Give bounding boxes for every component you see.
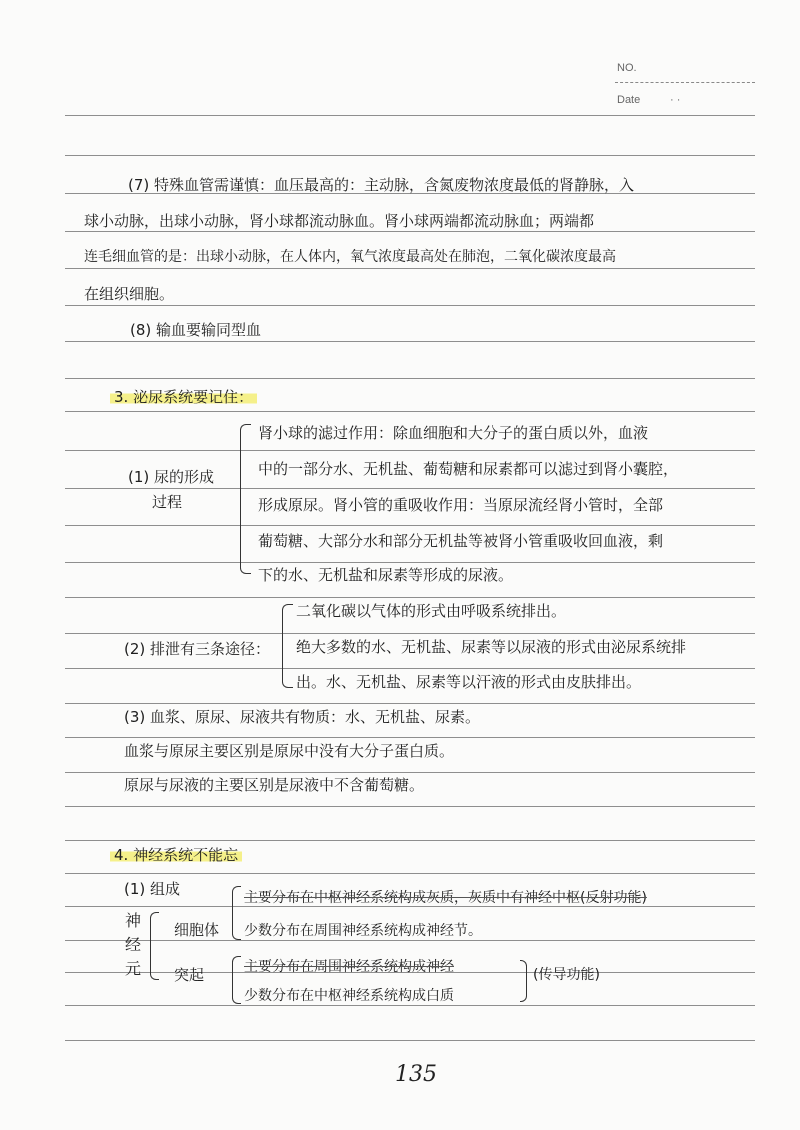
process-brace <box>232 956 241 1004</box>
item3-line1: (3) 血浆、原尿、尿液共有物质：水、无机盐、尿素。 <box>124 708 481 726</box>
p8-line: (8) 输血要输同型血 <box>130 321 262 339</box>
item1-line5: 下的水、无机盐和尿素等形成的尿液。 <box>258 566 514 584</box>
p7-line4: 在组织细胞。 <box>84 285 175 303</box>
cell-body-line1-text: 主要分布在中枢神经系统构成灰质，灰质中有神经中枢(反射功能) <box>244 890 647 906</box>
process-label: 突起 <box>174 966 205 984</box>
p7-line3: 连毛细血管的是：出球小动脉，在人体内，氧气浓度最高处在肺泡，二氧化碳浓度最高 <box>84 249 616 265</box>
item2-line1: 二氧化碳以气体的形式由呼吸系统排出。 <box>296 602 567 620</box>
item2-label: (2) 排泄有三条途径： <box>124 640 271 658</box>
page-number: 135 <box>395 1062 437 1087</box>
neuron-char-1: 神 <box>124 911 141 930</box>
item3-line3: 原尿与尿液的主要区别是尿液中不含葡萄糖。 <box>124 776 425 794</box>
date-label: Date <box>617 94 641 106</box>
section3-heading <box>110 388 257 406</box>
cell-body-label: 细胞体 <box>174 921 220 939</box>
neuron-char-2: 经 <box>124 935 141 954</box>
neuron-brace <box>150 912 159 980</box>
cell-body-line1 <box>244 889 647 907</box>
item1-line2: 中的一部分水、无机盐、葡萄糖和尿素都可以滤过到肾小囊腔， <box>258 460 679 478</box>
process-right-brace <box>520 960 527 1002</box>
composition-label: (1) 组成 <box>124 880 181 898</box>
no-dotted-line <box>615 82 755 83</box>
section3-heading-text: 3. 泌尿系统要记住： <box>110 388 257 406</box>
item2-line3: 出。水、无机盐、尿素等以汗液的形式由皮肤排出。 <box>296 673 642 691</box>
item1-line3: 形成原尿。肾小管的重吸收作用：当原尿流经肾小管时，全部 <box>258 496 664 514</box>
item1-line4: 葡萄糖、大部分水和部分无机盐等被肾小管重吸收回血液，剩 <box>258 532 664 550</box>
cell-body-brace <box>232 886 241 940</box>
item2-line2: 绝大多数的水、无机盐、尿素等以尿液的形式由泌尿系统排 <box>296 638 687 656</box>
process-line2: 少数分布在中枢神经系统构成白质 <box>244 988 454 1004</box>
p7-line2: 球小动脉，出球小动脉，肾小球都流动脉血。肾小球两端都流动脉血；两端都 <box>84 212 595 230</box>
item1-line1: 肾小球的滤过作用：除血细胞和大分子的蛋白质以外，血液 <box>258 424 649 442</box>
neuron-char-3: 元 <box>124 959 141 978</box>
item1-brace <box>240 424 251 574</box>
date-dots: · · <box>670 94 681 106</box>
process-line1 <box>244 958 454 976</box>
section4-heading <box>110 846 242 864</box>
item1-label-b: 过程 <box>152 493 183 511</box>
cell-body-line2: 少数分布在周围神经系统构成神经节。 <box>244 923 482 939</box>
process-line1-text: 主要分布在周围神经系统构成神经 <box>244 959 454 975</box>
section4-heading-text: 4. 神经系统不能忘 <box>110 846 242 864</box>
no-label: NO. <box>617 62 637 74</box>
item1-label-a: (1) 尿的形成 <box>128 468 215 486</box>
item3-line2: 血浆与原尿主要区别是原尿中没有大分子蛋白质。 <box>124 742 455 760</box>
process-function: (传导功能) <box>533 967 600 983</box>
item2-brace <box>282 604 293 688</box>
p7-line1: (7) 特殊血管需谨慎：血压最高的：主动脉，含氮废物浓度最低的肾静脉，入 <box>128 176 635 194</box>
